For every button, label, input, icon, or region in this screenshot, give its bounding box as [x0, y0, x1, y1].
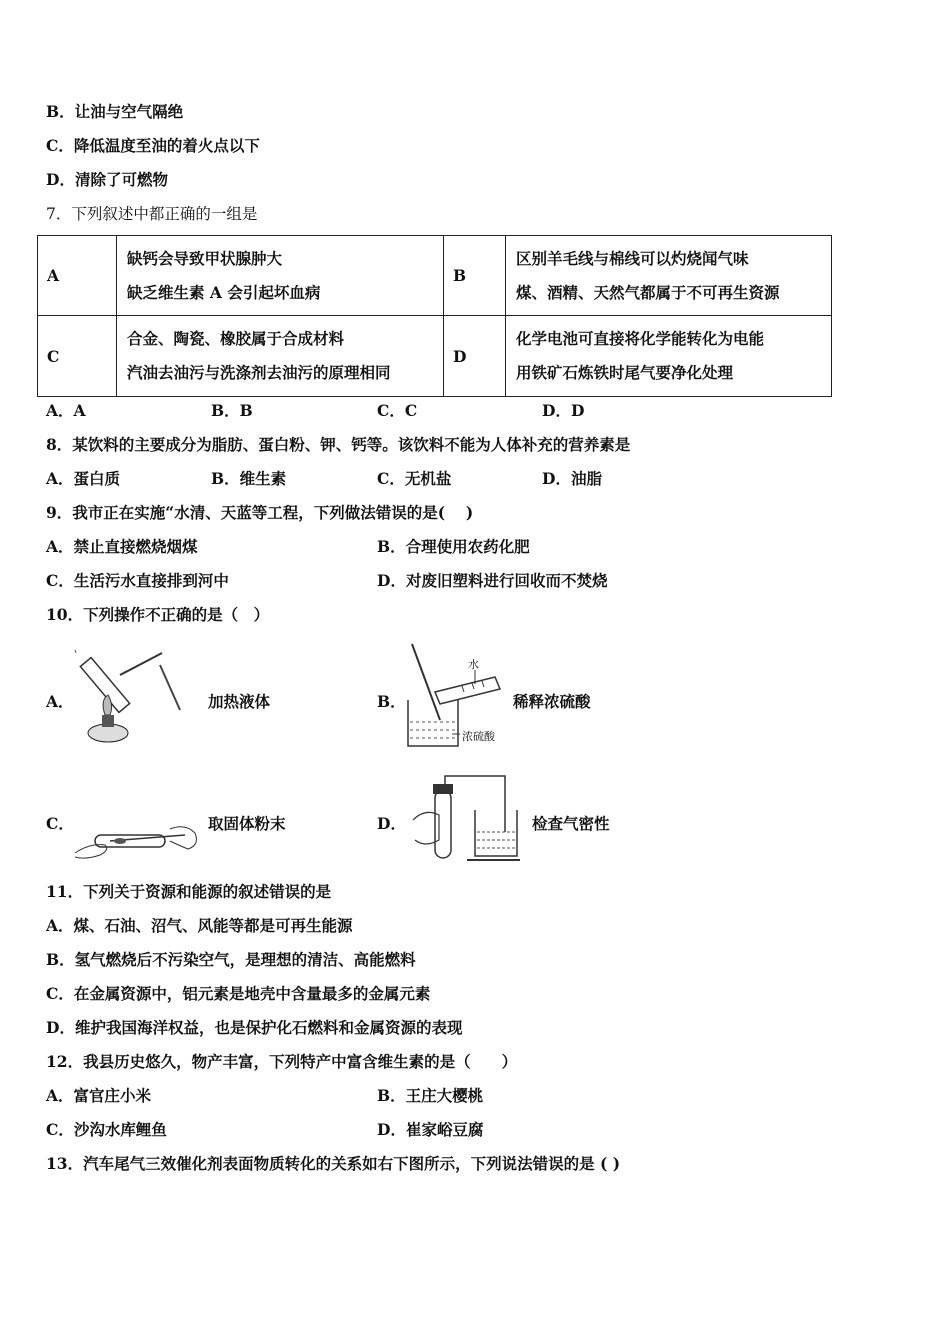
q7-statement: 区别羊毛线与棉线可以灼烧闻气味	[516, 248, 749, 268]
heating-liquid-figure	[70, 645, 190, 745]
q10-option-c-caption: 取固体粉末	[208, 814, 286, 833]
q11-option-a: A．煤、石油、沼气、风能等都是可再生能源	[46, 916, 353, 935]
q7-label: A	[38, 236, 117, 316]
q7-label: D	[444, 316, 506, 397]
q7-statement: 用铁矿石炼铁时尾气要净化处理	[516, 363, 734, 382]
q9-option-b: B．合理使用农药化肥	[377, 537, 530, 556]
q12-stem: 12．我县历史悠久，物产丰富，下列特产中富含维生素的是（ ）	[46, 1052, 518, 1071]
q8-option-b: B．维生素	[211, 469, 287, 488]
q7-cell	[117, 316, 444, 397]
q7-cell	[117, 236, 444, 316]
q10-option-d-letter: D．	[377, 814, 406, 833]
q9-option-c: C．生活污水直接排到河中	[46, 571, 229, 590]
q10-option-a-caption: 加热液体	[208, 692, 271, 711]
acid-label: 浓硫酸	[462, 730, 495, 743]
q10-option-a-letter: A．	[46, 692, 74, 711]
q7-row	[38, 316, 832, 397]
q8-option-a: A．蛋白质	[46, 469, 121, 488]
q7-option-c: C．C	[377, 401, 418, 420]
solid-powder-figure	[70, 815, 205, 865]
q7-statement: 煤、酒精、天然气都属于不可再生资源	[516, 282, 780, 302]
q6-option-c: C．降低温度至油的着火点以下	[46, 136, 260, 155]
q7-label: B	[444, 236, 506, 316]
q10-option-c-letter: C．	[46, 814, 74, 833]
q7-statement: 汽油去油污与洗涤剂去油污的原理相同	[127, 363, 391, 382]
q12-option-c: C．沙沟水库鲤鱼	[46, 1120, 167, 1139]
q9-option-a: A．禁止直接燃烧烟煤	[46, 537, 198, 556]
q12-option-b: B．王庄大樱桃	[377, 1086, 484, 1105]
q10-option-b-letter: B．	[377, 692, 406, 711]
q6-option-d: D．清除了可燃物	[46, 170, 168, 189]
q11-option-c: C．在金属资源中，铝元素是地壳中含量最多的金属元素	[46, 984, 431, 1003]
q7-stem: 7．下列叙述中都正确的一组是	[46, 205, 258, 223]
q9-option-d: D．对废旧塑料进行回收而不焚烧	[377, 571, 608, 590]
q7-statement: 合金、陶瓷、橡胶属于合成材料	[127, 329, 345, 348]
q11-option-d: D．维护我国海洋权益，也是保护化石燃料和金属资源的表现	[46, 1018, 463, 1037]
q7-row	[38, 236, 832, 316]
q11-option-b: B．氢气燃烧后不污染空气，是理想的清洁、高能燃料	[46, 950, 416, 969]
q12-option-a: A．富官庄小米	[46, 1086, 152, 1105]
q11-stem: 11．下列关于资源和能源的叙述错误的是	[46, 882, 332, 901]
q10-stem: 10．下列操作不正确的是（ ）	[46, 605, 270, 624]
q8-option-d: D．油脂	[542, 469, 602, 488]
q7-statement: 化学电池可直接将化学能转化为电能	[516, 329, 765, 348]
q8-stem: 8．某饮料的主要成分为脂肪、蛋白粉、钾、钙等。该饮料不能为人体补充的营养素是	[46, 435, 631, 454]
q10-option-d-caption: 检查气密性	[532, 814, 610, 833]
q7-option-a: A．A	[46, 401, 86, 420]
q7-statement: 缺乏维生素 A 会引起坏血病	[127, 282, 321, 302]
q7-label: C	[38, 316, 117, 397]
q9-stem: 9．我市正在实施“水清、天蓝等工程，下列做法错误的是( )	[46, 503, 474, 522]
q7-cell	[506, 236, 832, 316]
q8-option-c: C．无机盐	[377, 469, 452, 488]
q6-option-b: B．让油与空气隔绝	[46, 102, 184, 121]
q7-option-b: B．B	[211, 401, 253, 420]
q7-option-d: D．D	[542, 401, 585, 420]
q7-statement: 缺钙会导致甲状腺肿大	[127, 248, 283, 268]
q13-stem: 13．汽车尾气三效催化剂表面物质转化的关系如右下图所示，下列说法错误的是 ( )	[46, 1154, 621, 1173]
q10-option-b-caption: 稀释浓硫酸	[513, 692, 591, 711]
water-label: 水	[468, 658, 479, 671]
q7-table	[37, 235, 832, 397]
q12-option-d: D．崔家峪豆腐	[377, 1120, 484, 1139]
airtightness-figure	[405, 770, 520, 865]
q7-cell	[506, 316, 832, 397]
